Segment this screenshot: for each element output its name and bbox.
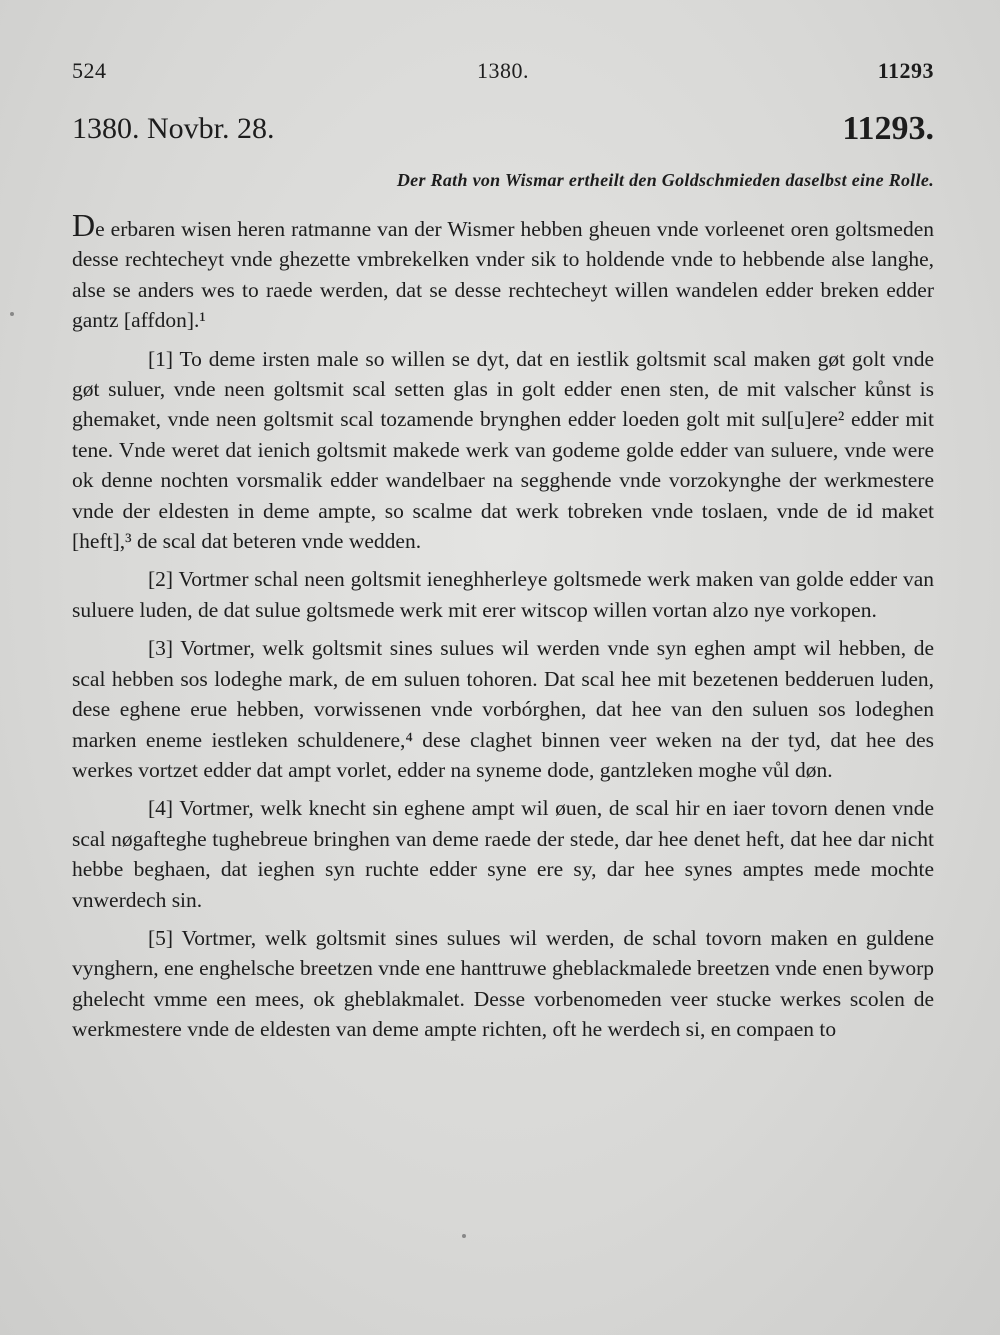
entry-number: 11293. xyxy=(842,110,934,147)
paragraph-section-5: [5] Vortmer, welk goltsmit sines sulues wil werden, de schal tovorn maken en guldene vynghern, ene enghelsche breetzen vnde ene hanttruwe gheblackmalede breetzen vnde enen byworp ghelecht vmme een mees, ok gheblakmalet. Desse vorbenomeden veer stucke werkes scolen de werkmestere vnde de eldesten van deme ampte richten, oft he werdech si, en compaen to xyxy=(72,925,934,1042)
paper-speck xyxy=(462,1234,466,1238)
paragraph-text: e erbaren wisen heren ratmanne van der Wismer hebben gheuen vnde vorleenet oren goltsmeden desse rechtecheyt vnde ghezette vmbrekelken vnder sik to holdende vnde to hebbende alse langhe, alse se anders wes to raede werden, dat se desse rechtecheyt willen wandelen edder breken edder gantz [affdon].¹ xyxy=(72,217,934,333)
running-head-entry-number: 11293 xyxy=(877,58,934,83)
drop-capital: D xyxy=(72,207,96,243)
paragraph-section-4: [4] Vortmer, welk knecht sin eghene ampt wil øuen, de scal hir en iaer tovorn denen vnde scal nøgafteghe tughebreue bringhen van deme raede der stede, dar hee denet heft, dat hee dar nicht hebbe beghaen, dat ieghen syn ruchte edder syne ere sy, dar hee synes amptes mede mochte vnwerdech sin. xyxy=(72,796,934,912)
running-head-year: 1380. xyxy=(477,58,529,83)
entry-date: 1380. Novbr. 28. xyxy=(72,112,275,145)
entry-summary: Der Rath von Wismar ertheilt den Goldschmieden daselbst eine Rolle. xyxy=(396,170,934,190)
running-head xyxy=(72,58,934,84)
entry-heading xyxy=(72,112,934,152)
paragraph-intro xyxy=(72,207,934,336)
paragraph-section-1: [1] To deme irsten male so willen se dyt, dat en iestlik goltsmit scal maken gøt golt vnde gøt suluer, vnde neen goltsmit scal setten glas in golt edder enen sten, de mit valscher kůnst is ghemaket, vnde neen goltsmit scal tozamende brynghen edder loeden golt mit sul[u]ere² edder mit tene. Vnde weret dat ienich goltsmit makede werk van godeme golde edder van suluere, vnde were ok denne nochten vorsmalik edder wandelbaer na segghende vnde vorzokynghe der werkmestere vnde der eldesten in deme ampte, so scalme dat werk tobreken vnde toslaen, vnde de id maket [heft],³ de scal dat beteren vnde wedden. xyxy=(72,346,934,554)
document-body xyxy=(72,207,934,1053)
paragraph-section-3: [3] Vortmer, welk goltsmit sines sulues wil werden vnde syn eghen ampt wil hebben, de scal hebben sos lodeghe mark, de em suluen tohoren. Dat scal hee mit bezetenen bedderuen luden, dese eghene erue hebben, vorwissenen vnde vorbórghen, dat hee van den suluen sos lodeghen marken eneme iestleken schuldenere,⁴ dese claghet binnen veer weken na der tyd, dat hee des werkes vortzet edder dat ampt vorlet, edder na syneme dode, gantzleken moghe vůl døn. xyxy=(72,636,934,782)
paper-speck xyxy=(10,312,14,316)
page-number: 524 xyxy=(72,58,107,83)
paragraph-section-2: [2] Vortmer schal neen goltsmit ieneghherleye goltsmede werk maken van golde edder van suluere luden, de dat sulue goltsmede werk mit erer witscop willen vortan alzo nye vorkopen. xyxy=(72,567,934,622)
